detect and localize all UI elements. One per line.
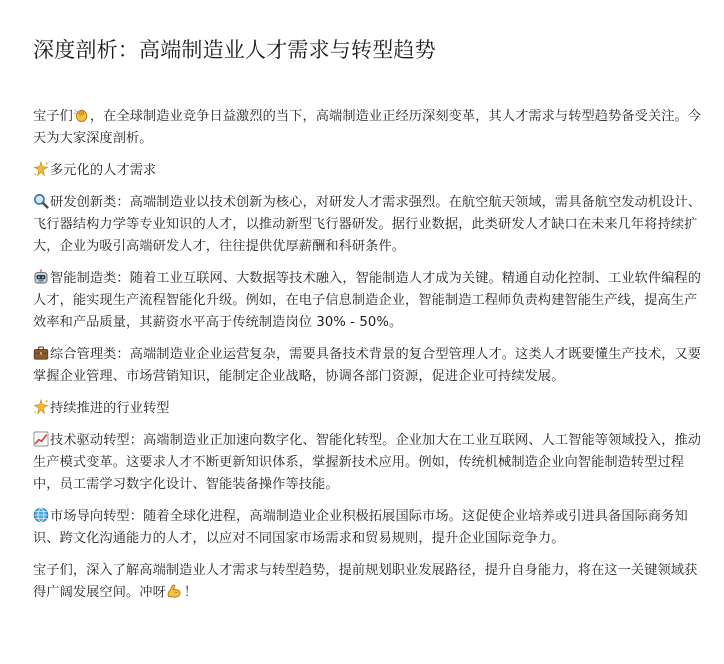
list-item-rd-innovation (33, 192, 706, 258)
section-heading-text: 持续推进的行业转型 (50, 401, 170, 416)
chart-up-icon (33, 431, 49, 447)
list-item-tech-driven (33, 430, 706, 496)
robot-icon (33, 269, 49, 285)
list-item-text: 智能制造类：随着工业互联网、大数据等技术融入，智能制造人才成为关键。精通自动化控制、工业软件编程的人才，能实现生产流程智能化升级。例如，在电子信息制造企业，智能制造工程师负责构建智能生产线，提高生产效率和产品质量，其薪资水平高于传统制造岗位 30% - 50%。 (33, 271, 702, 330)
sparkles-icon (33, 161, 49, 177)
list-item-text: 技术驱动转型：高端制造业正加速向数字化、智能化转型。企业加大在工业互联网、人工智能等领域投入，推动生产模式变革。这要求人才不断更新知识体系，掌握新技术应用。例如，传统机械制造企业向智能制造转型过程中，员工需学习数字化设计、智能装备操作等技能。 (33, 433, 702, 492)
intro-lead: 宝子们 (33, 109, 73, 124)
section-heading-industry-transformation (33, 398, 706, 420)
outro-paragraph (33, 560, 706, 604)
intro-text: ，在全球制造业竞争日益激烈的当下，高端制造业正经历深刻变革，其人才需求与转型趋势备受关注。今天为大家深度剖析。 (33, 109, 702, 146)
list-item-smart-manufacturing (33, 268, 706, 334)
outro-text: 宝子们，深入了解高端制造业人才需求与转型趋势，提前规划职业发展路径，提升自身能力，将在这一关键领域获得广阔发展空间。冲呀 (33, 563, 698, 600)
list-item-market-driven (33, 506, 706, 550)
section-heading-text: 多元化的人才需求 (50, 163, 157, 178)
article-title: 深度剖析：高端制造业人才需求与转型趋势 (33, 38, 436, 62)
list-item-text: 研发创新类：高端制造业以技术创新为核心，对研发人才需求强烈。在航空航天领域，需具备航空发动机设计、飞行器结构力学等专业知识的人才，以推动新型飞行器研发。据行业数据，此类研发人才缺口在未来几年将持续扩大，企业为吸引高端研发人才，往往提供优厚薪酬和科研条件。 (33, 195, 702, 254)
list-item-management (33, 344, 706, 388)
section-heading-talent-demand (33, 160, 706, 182)
intro-paragraph (33, 106, 706, 150)
magnifier-icon (33, 193, 49, 209)
list-item-text: 市场导向转型：随着全球化进程，高端制造业企业积极拓展国际市场。这促使企业培养或引进具备国际商务知识、跨文化沟通能力的人才，以应对不同国家市场需求和贸易规则，提升企业国际竞争力。 (33, 509, 688, 546)
flexed-biceps-icon (166, 583, 182, 599)
globe-icon (33, 507, 49, 523)
briefcase-icon (33, 345, 49, 361)
clapping-hands-icon (73, 107, 89, 123)
sparkles-icon (33, 399, 49, 415)
outro-tail: ！ (183, 585, 198, 600)
list-item-text: 综合管理类：高端制造业企业运营复杂，需要具备技术背景的复合型管理人才。这类人才既要懂生产技术，又要掌握企业管理、市场营销知识，能制定企业战略，协调各部门资源，促进企业可持续发展。 (33, 347, 702, 384)
